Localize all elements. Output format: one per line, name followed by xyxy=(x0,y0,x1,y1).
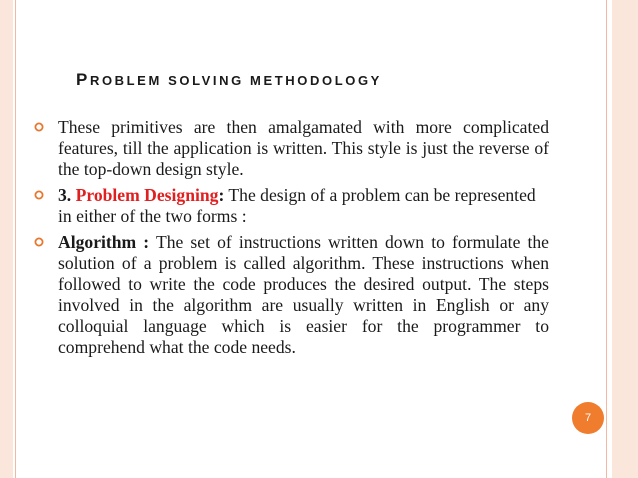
bullet-text: The design of a problem can be represented in either of the two forms : xyxy=(58,185,536,226)
left-border-line xyxy=(15,0,16,478)
left-border-decoration xyxy=(0,0,13,478)
bullet-label: Algorithm : xyxy=(58,232,150,252)
bullet-text: These primitives are then amalgamated with more complicated features, till the application is written. This style is just the reverse of the top-down design style. xyxy=(58,117,549,179)
bullet-highlight-label: Problem Designing xyxy=(75,185,219,205)
bullet-colon: : xyxy=(218,185,225,205)
page-number-badge xyxy=(572,402,604,434)
hollow-circle-bullet-icon xyxy=(34,237,44,247)
hollow-circle-bullet-icon xyxy=(34,190,44,200)
bullet-item xyxy=(34,117,549,180)
right-border-decoration xyxy=(612,0,638,478)
bullet-number: 3. xyxy=(58,185,76,205)
right-border-line xyxy=(606,0,607,478)
slide-title xyxy=(76,70,382,90)
page-number: 7 xyxy=(584,412,592,424)
title-rest: ROBLEM SOLVING METHODOLOGY xyxy=(89,73,382,88)
bullet-item xyxy=(34,185,549,227)
title-initial: P xyxy=(76,70,90,89)
bullet-item xyxy=(34,232,549,358)
bullet-text: The set of instructions written down to formulate the solution of a problem is called algorithm. These instructions when followed to write the code produces the desired output. The steps involved in the algorithm are usually written in English or any colloquial language which is easier for the programmer to comprehend what the code needs. xyxy=(58,232,549,357)
bullet-list xyxy=(34,117,549,363)
hollow-circle-bullet-icon xyxy=(34,122,44,132)
